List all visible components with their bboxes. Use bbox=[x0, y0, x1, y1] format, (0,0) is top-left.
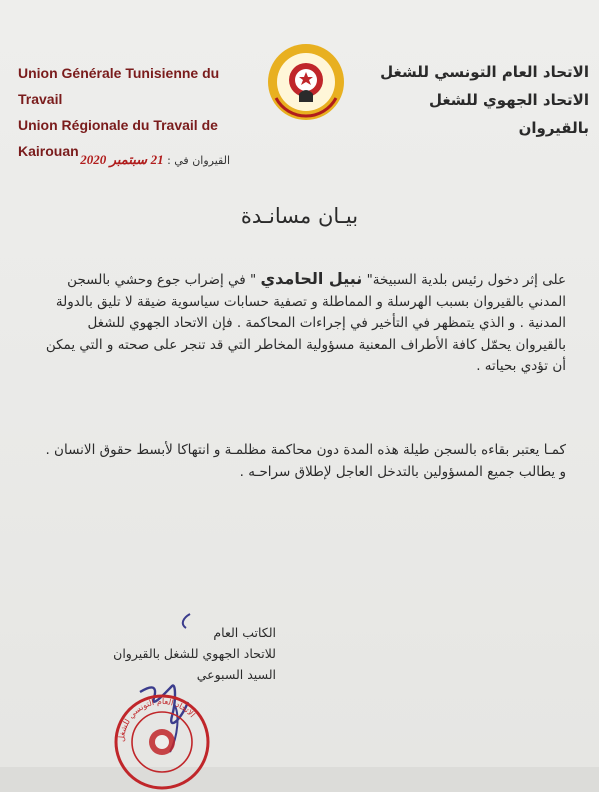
date-year: 2020 bbox=[80, 152, 107, 167]
signatory-org: للاتحاد الجهوي للشغل بالقيروان bbox=[113, 646, 276, 661]
paragraph-1 bbox=[44, 268, 566, 378]
signatory-name: السيد السبوعي bbox=[196, 667, 276, 682]
paragraph-2: كمـا يعتبر بقاءه بالسجن طيلة هذه المدة دون محاكمة مظلمـة و انتهاكا لأبسط حقوق الانسان . و يطالب جميع المسؤولين بالتدخل العاجل لإطلاق سراحـه . bbox=[45, 442, 566, 480]
header-arabic bbox=[359, 58, 589, 142]
signatory-title: الكاتب العام bbox=[213, 625, 276, 640]
ugtt-logo bbox=[266, 42, 346, 122]
mayor-name: نبيل الحامدي bbox=[260, 269, 363, 288]
org-name-ar: الاتحاد العام التونسي للشغل bbox=[380, 63, 589, 81]
official-stamp bbox=[112, 692, 212, 792]
header-french bbox=[18, 60, 258, 164]
org-name-fr: Union Générale Tunisienne du Travail bbox=[18, 65, 220, 107]
regional-union-fr: Union Régionale du Travail de Kairouan bbox=[18, 117, 218, 159]
date-month: سبتمبر bbox=[109, 152, 148, 167]
paragraph-1-intro: على إثر دخول رئيس بلدية السبيخة" bbox=[366, 272, 566, 288]
date-line bbox=[40, 152, 230, 168]
regional-union-ar: الاتحاد الجهوي للشغل بالقيروان bbox=[428, 91, 589, 137]
paragraph-1-rest: " في إضراب جوع وحشي بالسجن المدني بالقيروان بسبب الهرسلة و المماطلة و تصفية حسابات سياسوية ضيقة لا تليق بالدولة المدنية . و الذي يتمظهر في التأخير في إجراءات المحاكمة . فإن الاتحاد الجهوي للشغل بالقيروان يحمّل كافة الأطراف المعنية مسؤولية المخاطر التي قد تنجر على صحته و التي يمكن أن تؤدي بحياته . bbox=[45, 272, 566, 374]
statement-title: بيـان مسانـدة bbox=[240, 204, 359, 228]
date-day: 21 bbox=[150, 152, 164, 167]
stamp-ring-text: الاتحاد العام التونسي للشغل bbox=[116, 696, 197, 743]
date-prefix: القيروان في : bbox=[167, 154, 230, 167]
